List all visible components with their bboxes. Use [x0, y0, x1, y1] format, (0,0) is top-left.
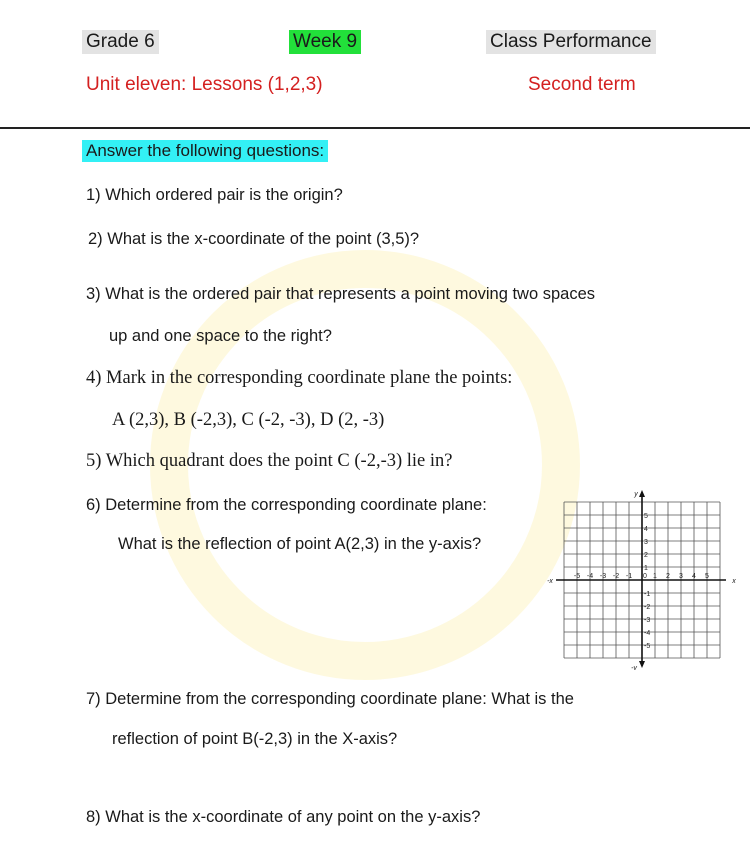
- question-1: 1) Which ordered pair is the origin?: [86, 186, 343, 204]
- question-7-line-1: 7) Determine from the corresponding coordinate plane: What is the: [86, 690, 574, 708]
- coordinate-plane-svg: [540, 488, 740, 670]
- term-label: Second term: [528, 74, 636, 95]
- header-divider: [0, 127, 750, 129]
- y-axis-arrow-up: [639, 490, 645, 497]
- instruction-heading: Answer the following questions:: [82, 140, 328, 162]
- question-7-line-2: reflection of point B(-2,3) in the X-axis?: [112, 730, 398, 748]
- x-tick-label: -3: [599, 573, 607, 580]
- question-3-line-1: 3) What is the ordered pair that represents a point moving two spaces: [86, 285, 596, 303]
- x-tick-label: 3: [679, 573, 683, 580]
- y-tick-label: -5: [644, 643, 651, 650]
- x-tick-label: -5: [573, 573, 581, 580]
- y-tick-label: 2: [644, 552, 648, 559]
- x-tick-label: -2: [612, 573, 620, 580]
- grade-label: Grade 6: [82, 30, 159, 54]
- coordinate-plane: [540, 488, 740, 670]
- x-tick-label: 4: [692, 573, 696, 580]
- y-tick-label: -4: [644, 630, 651, 637]
- question-2: 2) What is the x-coordinate of the point (3,5)?: [88, 230, 420, 248]
- y-tick-label: 3: [644, 539, 648, 546]
- question-3-line-2: up and one space to the right?: [109, 327, 332, 345]
- x-axis-label: x: [732, 578, 736, 585]
- question-6-line-2: What is the reflection of point A(2,3) in the y-axis?: [118, 535, 482, 553]
- class-performance-label: Class Performance: [486, 30, 656, 54]
- week-label: Week 9: [289, 30, 361, 54]
- question-6-line-1: 6) Determine from the corresponding coordinate plane:: [86, 496, 487, 514]
- y-tick-label: 1: [644, 565, 648, 572]
- x-tick-label: 5: [705, 573, 709, 580]
- y-tick-label: -3: [644, 617, 651, 624]
- x-tick-label: -4: [586, 573, 594, 580]
- x-negative-axis-label: -x: [547, 578, 553, 585]
- question-4-line-2: A (2,3), B (-2,3), C (-2, -3), D (2, -3): [112, 410, 385, 430]
- x-tick-label: -1: [625, 573, 633, 580]
- question-4-line-1: 4) Mark in the corresponding coordinate plane the points:: [86, 368, 513, 388]
- question-5: 5) Which quadrant does the point C (-2,-3) lie in?: [86, 451, 453, 471]
- y-tick-label: -1: [644, 591, 651, 598]
- x-tick-label: 1: [653, 573, 657, 580]
- y-axis-arrow-down: [639, 661, 645, 668]
- x-tick-label: 0: [643, 573, 647, 580]
- x-tick-label: 2: [666, 573, 670, 580]
- y-negative-axis-label: -y: [631, 665, 637, 670]
- unit-lessons-label: Unit eleven: Lessons (1,2,3): [86, 74, 323, 95]
- question-8: 8) What is the x-coordinate of any point on the y-axis?: [86, 808, 481, 826]
- y-tick-label: 4: [644, 526, 648, 533]
- y-axis-label: y: [634, 491, 638, 498]
- y-tick-label: -2: [644, 604, 651, 611]
- y-tick-label: 5: [644, 513, 648, 520]
